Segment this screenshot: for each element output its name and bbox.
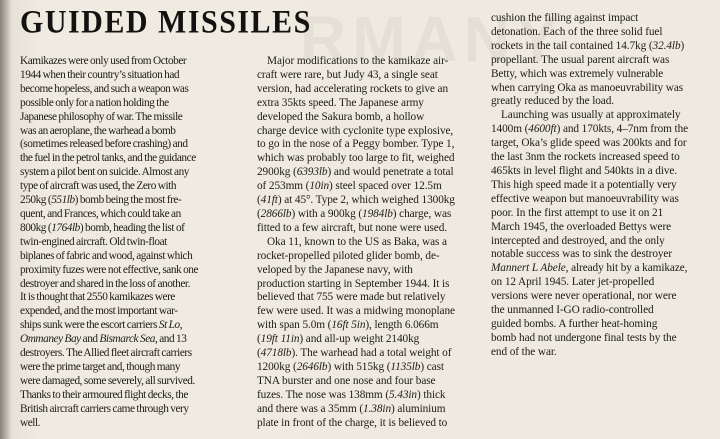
- text-line: were damaged, some severely, all survived.: [20, 374, 195, 387]
- text-line: intercepted and destroyed, and the only: [491, 234, 665, 247]
- text-line: craft were rare, but Judy 43, a single seat: [257, 68, 438, 81]
- text-line: destroyers. The Allied fleet aircraft carriers: [20, 347, 192, 360]
- text-line: 1944 when their country’s situation had: [20, 68, 180, 81]
- text-line: (4718lb). The warhead had a total weight of: [257, 347, 452, 360]
- page-title: GUIDED MISSILES: [20, 4, 312, 41]
- text-column-1: [20, 55, 248, 430]
- text-line: veloped by the Japanese navy, with: [257, 263, 413, 276]
- text-line: was an aeroplane, the warhead a bomb: [20, 124, 176, 137]
- text-line: British aircraft carriers came through very: [20, 402, 189, 415]
- text-line: March 1945, the overloaded Bettys were: [491, 220, 672, 233]
- text-line: Betty, which was extremely vulnerable: [491, 67, 664, 80]
- binding-shadow: [0, 0, 12, 439]
- text-line: 1200kg (2646lb) with 515kg (1135lb) cast: [257, 360, 444, 373]
- text-line: versions were never operational, nor were: [491, 290, 677, 303]
- text-line: (19ft 11in) and all-up weight 2140kg: [257, 333, 420, 346]
- text-line: twin-engined aircraft. Old twin-float: [20, 235, 167, 248]
- text-line: (2866lb) with a 900kg (1984lb) charge, was: [257, 207, 452, 220]
- text-line: fuzes. The nose was 138mm (5.43in) thick: [257, 388, 446, 401]
- text-line: with span 5.0m (16ft 5in), length 6.066m: [257, 319, 439, 332]
- text-line: on 12 April 1945. Later jet-propelled: [491, 276, 655, 289]
- text-line: bomb had not undergone final tests by the: [491, 331, 677, 344]
- text-line: version, had accelerating rockets to give an: [257, 82, 449, 95]
- text-line: Thanks to their armoured flight decks, the: [20, 388, 188, 401]
- text-line: Japanese philosophy of war. The missile: [20, 110, 183, 123]
- text-line: 250kg (551lb) bomb being the most fre-: [20, 194, 182, 207]
- text-line: ships sunk were the escort carriers St Lo,: [20, 319, 183, 332]
- text-line: of 253mm (10in) steel spaced over 12.5m: [257, 180, 442, 193]
- text-line: the last 3nm the rockets increased speed to: [491, 151, 680, 164]
- text-line: rocket-propelled piloted glider bomb, de-: [257, 249, 440, 262]
- text-line: notable success was to sink the destroyer: [491, 248, 672, 261]
- text-line: effective weapon but manoeuvrability was: [491, 192, 679, 205]
- text-line: believed that 755 were made but relatively: [257, 291, 446, 304]
- text-line: charge device with cyclonite type explosive,: [257, 124, 454, 137]
- text-line: Launching was usually at approximately: [501, 109, 681, 122]
- text-line: quent, and Frances, which could take an: [20, 207, 181, 220]
- text-line: target, Oka’s glide speed was 200kts and for: [491, 137, 687, 150]
- text-line: type of aircraft was used, the Zero with: [20, 180, 177, 193]
- text-line: developed the Sakura bomb, a hollow: [257, 110, 425, 123]
- text-line: 1400m (4600ft) and 170kts, 4–7nm from the: [491, 123, 689, 136]
- text-line: to go in the nose of a Peggy bomber. Type 1,: [257, 138, 455, 151]
- text-line: guided bombs. A further heat-homing: [491, 317, 658, 330]
- text-line: Oka 11, known to the US as Baka, was a: [267, 235, 447, 248]
- text-line: Major modifications to the kamikaze air-: [267, 55, 449, 67]
- text-line: few were used. It was a midwing monoplane: [257, 305, 455, 318]
- text-line: biplanes of fabric and wood, against which: [20, 249, 193, 262]
- text-line: detonation. Each of the three solid fuel: [491, 25, 663, 38]
- text-column-3: [491, 12, 713, 360]
- text-line: Ommaney Bay and Bismarck Sea, and 13: [20, 333, 187, 346]
- text-line: It is thought that 2550 kamikazes were: [20, 291, 175, 304]
- text-line: This high speed made it a potentially very: [491, 178, 677, 191]
- text-line: 465kts in level flight and 540kts in a dive.: [491, 164, 678, 177]
- text-line: extra 35kts speed. The Japanese army: [257, 96, 424, 109]
- text-line: production starting in September 1944. It is: [257, 277, 450, 290]
- text-line: poor. In the first attempt to use it on 21: [491, 206, 664, 219]
- text-line: well.: [20, 416, 41, 429]
- text-column-2: [257, 55, 482, 430]
- text-line: destroyer and shared in the loss of another.: [20, 277, 190, 290]
- text-line: greatly reduced by the load.: [491, 95, 614, 108]
- text-line: (41ft) at 45°. Type 2, which weighed 1300kg: [257, 194, 455, 207]
- text-line: 2900kg (6393lb) and would penetrate a total: [257, 166, 454, 179]
- text-line: which was probably too large to fit, weighed: [257, 152, 455, 165]
- text-line: TNA burster and one nose and four base: [257, 374, 436, 387]
- text-line: Mannert L Abele, already hit by a kamikaze,: [491, 262, 688, 275]
- text-line: proximity fuzes were not effective, sank one: [20, 263, 199, 276]
- text-line: Kamikazes were only used from October: [20, 55, 187, 67]
- text-line: rockets in the tail contained 14.7kg (32.4lb): [491, 39, 685, 52]
- text-line: system a pilot bent on suicide. Almost any: [20, 166, 190, 179]
- text-line: the unmanned I-GO radio-controlled: [491, 304, 654, 317]
- text-line: the fuel in the petrol tanks, and the guidance: [20, 152, 196, 165]
- text-line: were the prime target and, though many: [20, 360, 181, 373]
- text-line: possible only for a nation holding the: [20, 96, 169, 109]
- text-line: plate in front of the charge, it is believed to: [257, 416, 448, 429]
- text-line: fitted to a few aircraft, but none were used.: [257, 221, 447, 234]
- text-line: cushion the filling against impact: [491, 12, 639, 24]
- text-line: become hopeless, and such a weapon was: [20, 82, 189, 95]
- text-line: propellant. The usual parent aircraft was: [491, 53, 670, 66]
- text-line: 800kg (1764lb) bomb, heading the list of: [20, 221, 185, 234]
- text-line: and there was a 35mm (1.38in) aluminium: [257, 402, 446, 415]
- text-line: end of the war.: [491, 345, 557, 358]
- text-line: expended, and the most important war-: [20, 305, 178, 318]
- text-line: (sometimes released before crashing) and: [20, 138, 188, 151]
- text-line: when carrying Oka as manoeuvrability was: [491, 81, 684, 94]
